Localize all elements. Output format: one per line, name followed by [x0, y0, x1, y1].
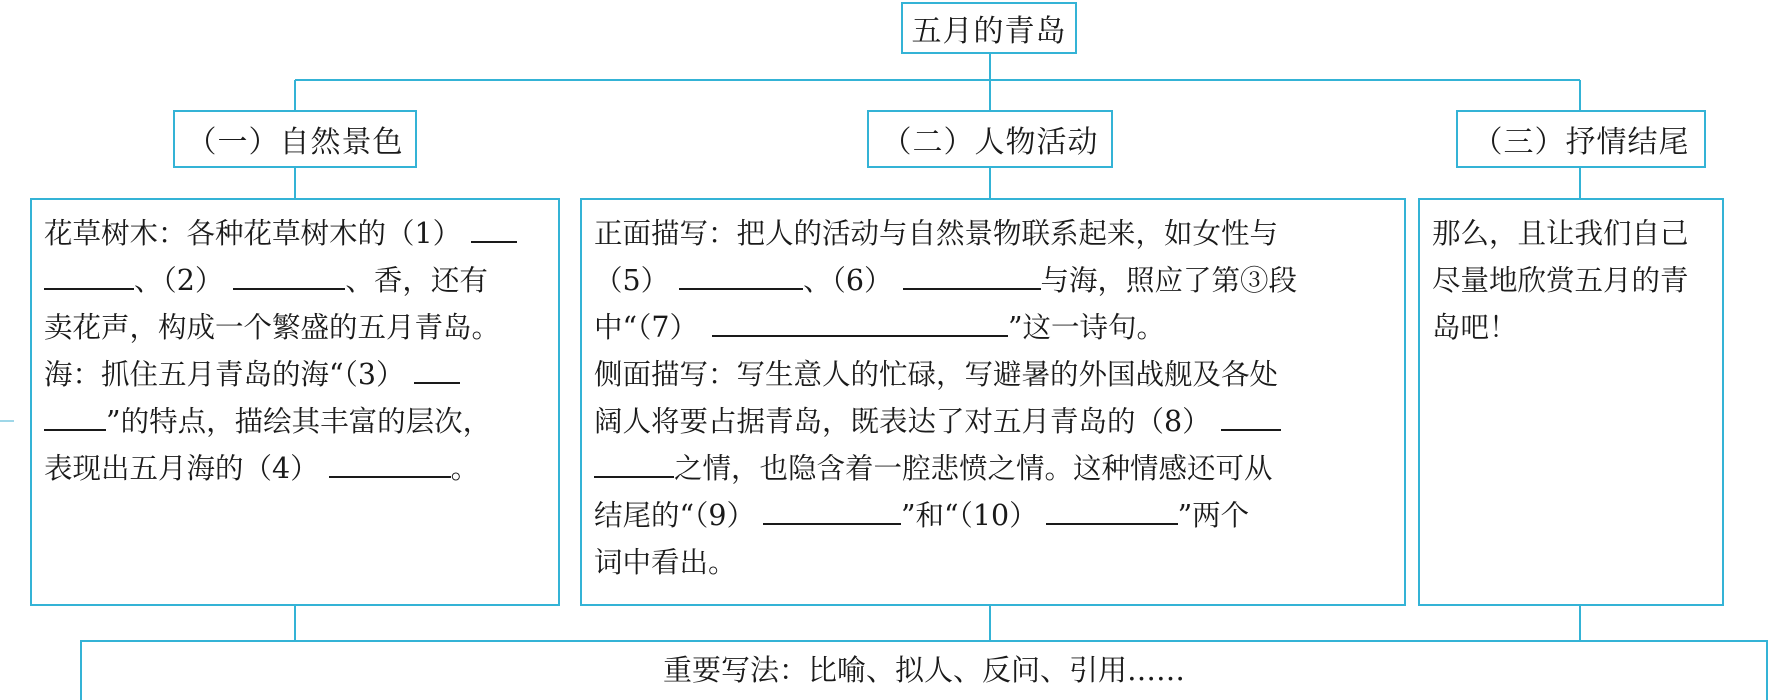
natural-line: 、（2） 、香，还有	[44, 257, 548, 304]
people-line: 侧面描写：写生意人的忙碌，写避暑的外国战舰及各处	[594, 358, 1279, 391]
blank-7	[712, 311, 1008, 337]
blank-4	[329, 452, 451, 478]
ending-text: 那么，且让我们自己尽量地欣赏五月的青岛吧！	[1432, 217, 1689, 344]
people-line: （5） 、（6） 与海，照应了第③段	[594, 264, 1298, 297]
section-title-natural: （一）自然景色	[186, 125, 404, 160]
people-line: 之情，也隐含着一腔悲愤之情。这种情感还可从	[594, 445, 1394, 492]
section-title-box-people	[867, 110, 1113, 168]
people-line: 中“（7） ”这一诗句。	[594, 311, 1166, 344]
blank-6	[903, 264, 1041, 290]
blank-9	[763, 499, 901, 525]
natural-line: 表现出五月海的（4） 。	[44, 452, 480, 485]
people-line: 结尾的“（9） ”和“（10） ”两个	[594, 499, 1250, 532]
blank-1b	[44, 264, 134, 290]
people-line: 词中看出。	[594, 546, 737, 579]
blank-3a	[414, 358, 460, 384]
blank-8b	[594, 452, 674, 478]
section-title-people: （二）人物活动	[881, 125, 1099, 160]
blank-10	[1046, 499, 1178, 525]
left-edge-mark	[0, 420, 14, 422]
blank-8a	[1221, 405, 1281, 431]
blank-5	[679, 264, 803, 290]
root-title: 五月的青岛	[911, 14, 1067, 49]
natural-scenery-box	[30, 198, 560, 606]
blank-2	[233, 264, 345, 290]
people-activities-box	[580, 198, 1406, 606]
section-title-box-natural	[173, 110, 417, 168]
writing-techniques-text: 重要写法：比喻、拟人、反问、引用……	[662, 653, 1185, 687]
blank-1a	[471, 217, 517, 243]
root-title-box	[901, 2, 1077, 54]
natural-line: ”的特点，描绘其丰富的层次，	[44, 398, 548, 445]
section-title-box-ending	[1456, 110, 1706, 168]
writing-techniques-box	[80, 640, 1768, 700]
natural-line: 卖花声，构成一个繁盛的五月青岛。	[44, 311, 501, 344]
people-line: 阔人将要占据青岛，既表达了对五月青岛的（8）	[594, 398, 1394, 445]
people-line: 正面描写：把人的活动与自然景物联系起来，如女性与	[594, 217, 1279, 250]
natural-line: 海：抓住五月青岛的海“（3）	[44, 351, 548, 398]
natural-line: 花草树木：各种花草树木的（1）	[44, 210, 548, 257]
section-title-ending: （三）抒情结尾	[1472, 125, 1690, 160]
ending-box	[1418, 198, 1724, 606]
blank-3b	[44, 405, 106, 431]
